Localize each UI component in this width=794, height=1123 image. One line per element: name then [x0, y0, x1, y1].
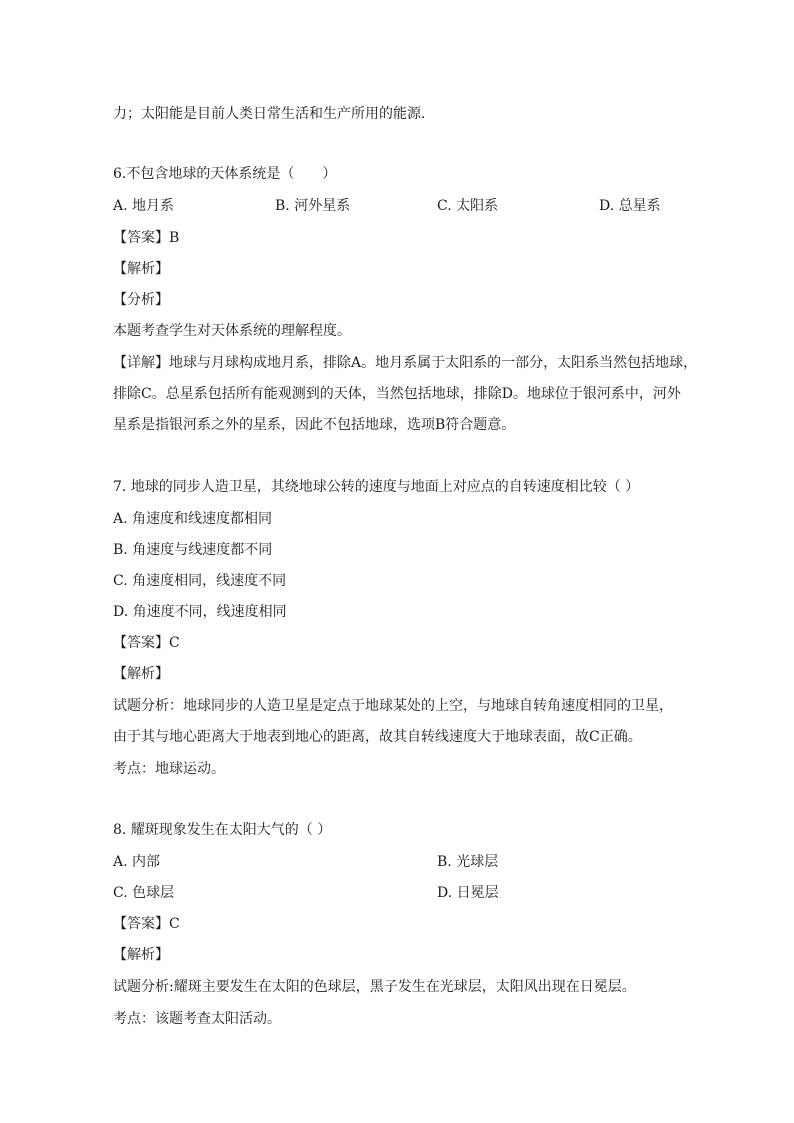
q6-option-b: B. 河外星系: [275, 198, 351, 214]
q7-jiexi-heading: 【解析】: [113, 666, 169, 682]
q7-option-d: D. 角速度不同，线速度相同: [113, 604, 287, 620]
q8-jiexi-heading: 【解析】: [113, 947, 169, 963]
q8-answer: 【答案】C: [113, 916, 180, 932]
q6-option-d: D. 总星系: [599, 198, 661, 214]
q6-fenxi-heading: 【分析】: [113, 292, 169, 308]
continuation-text: 力；太阳能是目前人类日常生活和生产所用的能源.: [113, 106, 426, 122]
q6-fenxi-text: 本题考查学生对天体系统的理解程度。: [113, 323, 351, 339]
q8-option-c: C. 色球层: [113, 885, 175, 901]
q6-detail-line: 排除C。总星系包括所有能观测到的天体，当然包括地球，排除D。地球位于银河系中，河外: [113, 386, 681, 402]
q7-option-b: B. 角速度与线速度都不同: [113, 542, 273, 558]
q7-analysis-line: 试题分析：地球同步的人造卫星是定点于地球某处的上空，与地球自转角速度相同的卫星，: [113, 698, 673, 714]
q7-analysis-line: 由于其与地心距离大于地表到地心的距离，故其自转线速度大于地球表面，故C正确。: [113, 729, 642, 745]
q6-jiexi-heading: 【解析】: [113, 261, 169, 277]
q8-analysis: 试题分析:耀斑主要发生在太阳的色球层，黑子发生在光球层，太阳风出现在日冕层。: [113, 979, 636, 995]
q8-kaodian: 考点：该题考查太阳活动。: [113, 1011, 281, 1027]
q6-option-c: C. 太阳系: [437, 198, 499, 214]
q7-option-a: A. 角速度和线速度都相同: [113, 511, 273, 527]
q7-option-c: C. 角速度相同，线速度不同: [113, 573, 287, 589]
q8-option-a: A. 内部: [113, 854, 161, 870]
q6-detail-line: 星系是指银河系之外的星系，因此不包括地球，选项B符合题意。: [113, 417, 516, 433]
q6-answer: 【答案】B: [113, 230, 180, 246]
q6-option-a: A. 地月系: [113, 198, 175, 214]
q8-option-d: D. 日冕层: [437, 885, 499, 901]
q6-stem: 6.不包含地球的天体系统是（ ）: [113, 166, 337, 182]
q8-stem: 8. 耀斑现象发生在太阳大气的（ ）: [113, 822, 332, 838]
q7-kaodian: 考点：地球运动。: [113, 761, 225, 777]
q6-detail-line: 【详解】地球与月球构成地月系，排除A。地月系属于太阳系的一部分，太阳系当然包括地球，: [113, 355, 698, 371]
q8-option-b: B. 光球层: [437, 854, 499, 870]
q7-stem: 7. 地球的同步人造卫星，其绕地球公转的速度与地面上对应点的自转速度相比较（ ）: [113, 479, 640, 495]
q7-answer: 【答案】C: [113, 635, 180, 651]
